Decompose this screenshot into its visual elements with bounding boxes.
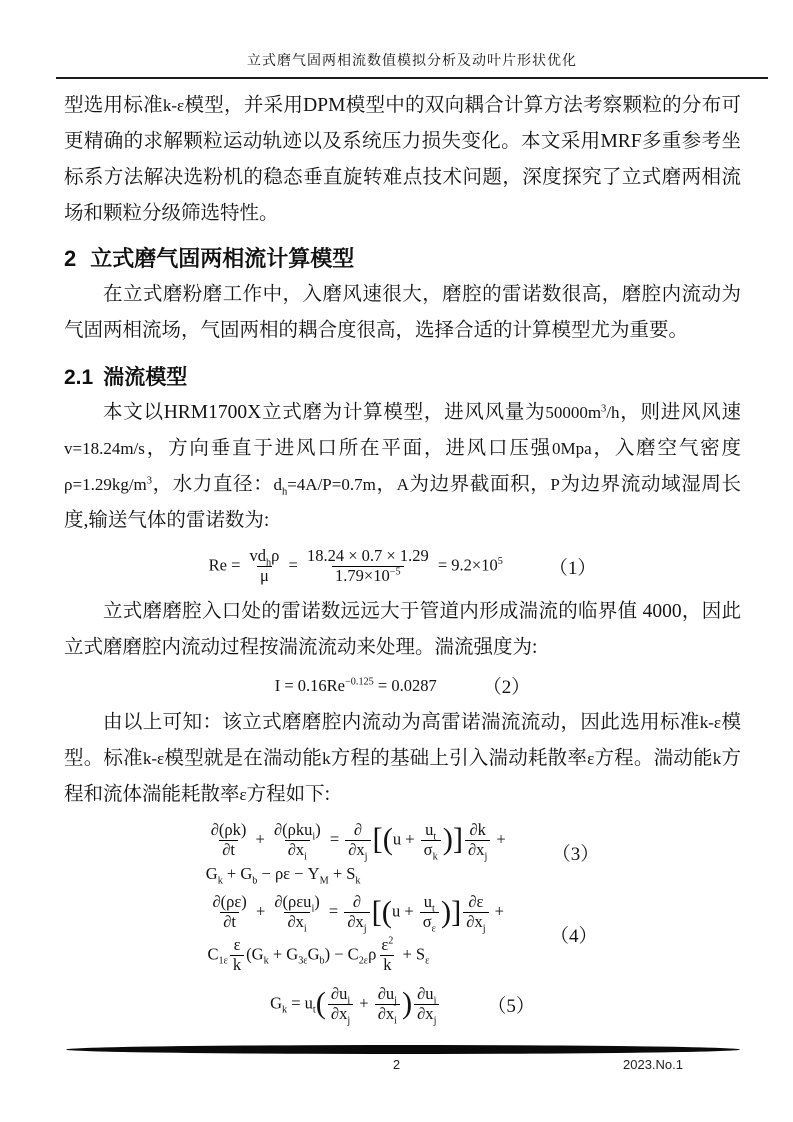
equation-5: [64, 983, 741, 1026]
section-heading-2: [64, 242, 741, 273]
paragraph-k-epsilon-model: 由以上可知：该立式磨磨腔内流动为高雷诺湍流流动，因此选用标准k-ε模型。标准k-ε模型就是在湍动能k方程的基础上引入湍动耗散率ε方程。湍动能k方程和流体湍能耗散率ε方程如下:: [64, 711, 741, 805]
footer-issue-label: 2023.No.1: [623, 1057, 683, 1072]
page-body: [64, 88, 741, 1032]
section-heading-2-1: [64, 361, 741, 391]
equation-3-formula: $\frac{\partial(\rho k)}{\partial t}$ + $\frac{\partial(\rho ku_i)}{\partial x_i}$ = $\frac{\partial}{\partial x_j}$ [(u + $\frac{u_t}{\sigma_k}$ )] $\frac{\partial k}{\partial x_j}$ + $G_k + G_b - \rho\varepsilon - Y_M + S_k$: [205, 819, 506, 887]
footer-rule: [66, 1045, 740, 1054]
equation-1: [64, 545, 741, 588]
running-head-title: 立式磨气固两相流数值模拟分析及动叶片形状优化: [247, 54, 577, 69]
paragraph-intro-continuation: 型选用标准k-ε模型，并采用DPM模型中的双向耦合计算方法考察颗粒的分布可更精确的求解颗粒运动轨迹以及系统压力损失变化。本文采用MRF多重参考坐标系方法解决选粉机的稳态垂直旋转难点技术问题，深度探究了立式磨两相流场和颗粒分级筛选特性。: [64, 95, 741, 224]
equation-2-formula: $I = 0.16Re^{-0.125} = 0.0287$: [274, 675, 437, 695]
subsection-title: 湍流模型: [103, 366, 188, 389]
paragraph-reynolds-discussion: 立式磨磨腔入口处的雷诺数远远大于管道内形成湍流的临界值 4000，因此立式磨磨腔内流动过程按湍流流动来处理。湍流强度为:: [64, 600, 741, 658]
equation-4-formula: $\frac{\partial(\rho\varepsilon)}{\partial t}$ + $\frac{\partial(\rho\varepsilon u_i)}{\partial x_i}$ = $\frac{\partial}{\partial x_j}$ [(u + $\frac{u_t}{\sigma_\varepsilon}$ )] $\frac{\partial\varepsilon}{\partial x_j}$ + $C_{1\varepsilon}$ $\frac{\varepsilon}{k}$ $(G_k + G_{3\varepsilon}G_b) - C_{2\varepsilon}\rho$ $\frac{\varepsilon^2}{k}$ + $S_\varepsilon$: [207, 892, 504, 975]
equation-3-number: （3）: [551, 843, 600, 865]
equation-3: [64, 819, 741, 885]
equation-4: [64, 891, 741, 977]
equation-2: [64, 672, 741, 699]
equation-4-number: （4）: [549, 925, 598, 947]
equation-1-number: （1）: [548, 557, 597, 579]
footer-page-number: 2: [392, 1057, 401, 1072]
equation-5-number: （5）: [487, 996, 535, 1018]
running-head: [56, 50, 768, 79]
paragraph-section2-intro: 在立式磨粉磨工作中，入磨风速很大，磨腔的雷诺数很高，磨腔内流动为气固两相流场，气固两相的耦合度很高，选择合适的计算模型尤为重要。: [64, 284, 741, 341]
equation-5-formula: $G_k = u_t$( $\frac{\partial u_i}{\partial x_j}$ + $\frac{\partial u_j}{\partial x_i}$ ) $\frac{\partial u_i}{\partial x_j}$: [270, 983, 441, 1026]
paragraph-model-parameters: 本文以HRM1700X立式磨为计算模型，进风风量为$50000m^3/h$，则进风风速v=18.24m/s，方向垂直于进风口所在平面，进风口压强0Mpa，入磨空气密度$\rho=1.29kg/m^3$，水力直径：$d_h=4A/P=0.7m$，A为边界截面积，P为边界流动域湿周长度,输送气体的雷诺数为:: [64, 402, 741, 531]
subsection-number: 2.1: [64, 366, 94, 389]
equation-1-formula: Re = $\frac{vd_h\rho}{\mu}$ = $\frac{18.24 \times 0.7 \times 1.29}{1.79\times 10^{-5}}$ = $9.2\times 10^5$: [208, 546, 503, 585]
equation-2-number: （2）: [482, 676, 531, 698]
section-number: 2: [64, 246, 77, 271]
section-title: 立式磨气固两相流计算模型: [90, 246, 355, 271]
